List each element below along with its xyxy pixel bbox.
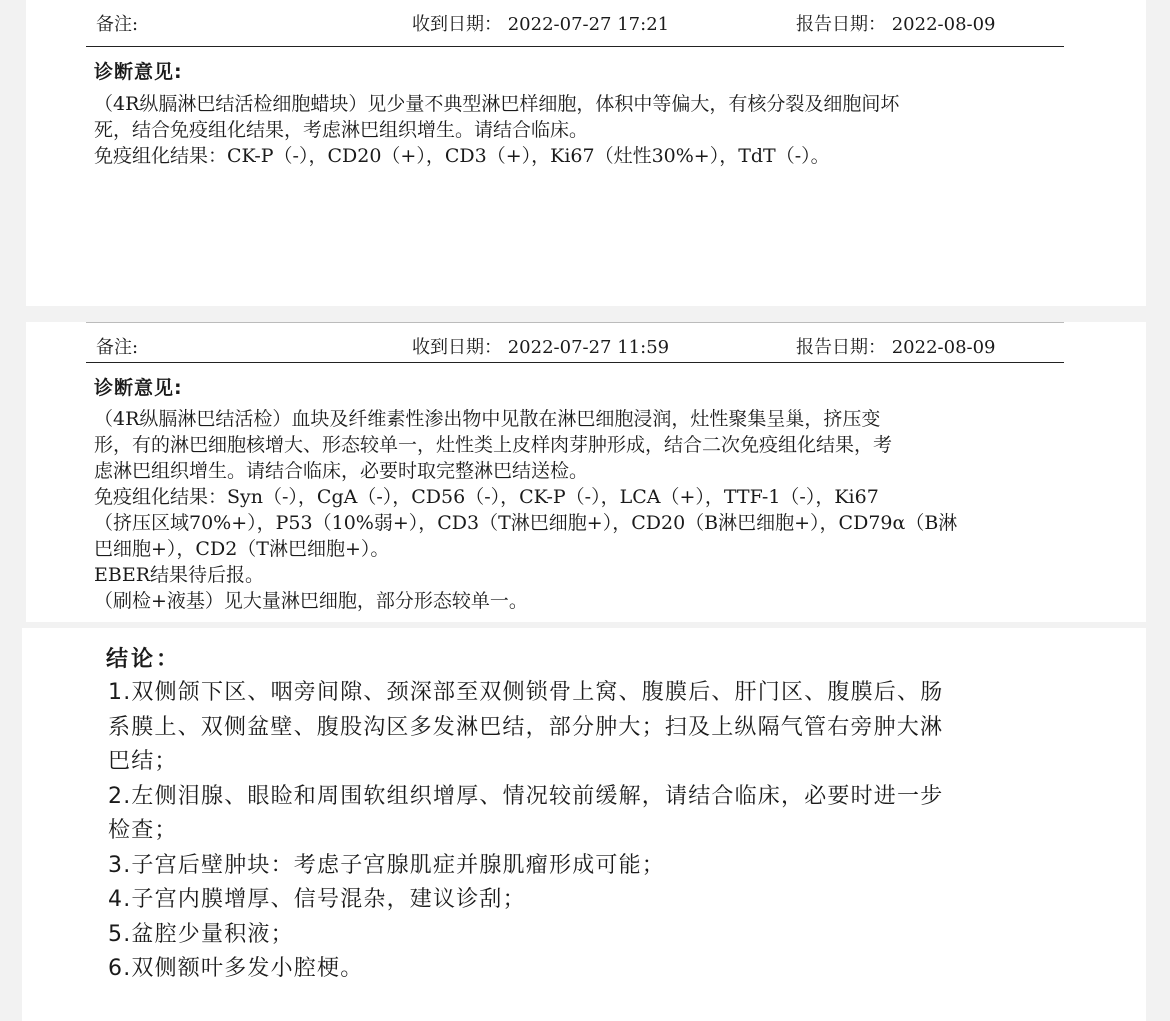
remark-label: 备注: xyxy=(96,337,139,358)
diagnosis-line: （挤压区域70%+），P53（10%弱+），CD3（T淋巴细胞+），CD20（B淋巴细胞+），CD79α（B淋 xyxy=(94,512,958,534)
conclusion-line: 巴结； xyxy=(108,749,178,774)
diagnosis-line: （4R纵膈淋巴结活检细胞蜡块）见少量不典型淋巴样细胞，体积中等偏大，有核分裂及细胞间坏 xyxy=(94,93,900,115)
diagnosis-line: 死，结合免疫组化结果，考虑淋巴组织增生。请结合临床。 xyxy=(94,119,589,141)
diagnosis-heading: 诊断意见: xyxy=(94,61,183,83)
conclusion-line: 系膜上、双侧盆壁、腹股沟区多发淋巴结，部分肿大；扫及上纵隔气管右旁肿大淋 xyxy=(108,714,944,740)
diagnosis-line: 虑淋巴组织增生。请结合临床，必要时取完整淋巴结送检。 xyxy=(94,460,589,482)
diagnosis-heading: 诊断意见: xyxy=(94,377,183,399)
diagnosis-line: 巴细胞+），CD2（T淋巴细胞+）。 xyxy=(94,538,390,560)
diagnosis-text xyxy=(94,406,1069,614)
imaging-conclusion-sheet xyxy=(22,628,1146,1021)
pathology-report-sheet-1 xyxy=(26,0,1146,306)
diagnosis-line: 免疫组化结果：Syn（-），CgA（-），CD56（-），CK-P（-），LCA（+），TTF-1（-），Ki67 xyxy=(94,486,879,508)
conclusion-list xyxy=(108,676,1088,987)
diagnosis-line: （刷检+液基）见大量淋巴细胞，部分形态较单一。 xyxy=(94,590,528,612)
diagnosis-line: 免疫组化结果：CK-P（-），CD20（+），CD3（+），Ki67（灶性30%+），TdT（-）。 xyxy=(94,145,830,167)
report-date: 报告日期： 2022-08-09 xyxy=(796,337,996,358)
remark-label: 备注: xyxy=(96,14,139,35)
conclusion-line: 检查； xyxy=(108,818,178,843)
conclusion-line: 4.子宫内膜增厚、信号混杂，建议诊刮； xyxy=(108,887,526,912)
divider xyxy=(86,46,1064,47)
received-date: 收到日期： 2022-07-27 17:21 xyxy=(412,14,670,35)
pathology-report-sheet-2 xyxy=(26,322,1146,622)
diagnosis-text xyxy=(94,91,1069,169)
diagnosis-line: EBER结果待后报。 xyxy=(94,564,265,586)
report-meta-row xyxy=(86,0,1064,44)
report-meta-row xyxy=(86,323,1064,367)
conclusion-line: 3.子宫后壁肿块：考虑子宫腺肌症并腺肌瘤形成可能； xyxy=(108,852,665,878)
conclusion-line: 1.双侧颌下区、咽旁间隙、颈深部至双侧锁骨上窝、腹膜后、肝门区、腹膜后、肠 xyxy=(108,680,944,705)
conclusion-line: 2.左侧泪腺、眼睑和周围软组织增厚、情况较前缓解，请结合临床，必要时进一步 xyxy=(108,783,944,809)
diagnosis-line: 形，有的淋巴细胞核增大、形态较单一，灶性类上皮样肉芽肿形成，结合二次免疫组化结果，考 xyxy=(94,434,893,456)
report-date: 报告日期： 2022-08-09 xyxy=(796,14,996,35)
conclusion-line: 5.盆腔少量积液； xyxy=(108,921,294,947)
divider xyxy=(86,362,1064,363)
received-date: 收到日期： 2022-07-27 11:59 xyxy=(412,337,670,358)
conclusion-title: 结论： xyxy=(106,647,182,672)
diagnosis-line: （4R纵膈淋巴结活检）血块及纤维素性渗出物中见散在淋巴细胞浸润，灶性聚集呈巢，挤压变 xyxy=(94,408,881,430)
conclusion-line: 6.双侧额叶多发小腔梗。 xyxy=(108,956,364,981)
